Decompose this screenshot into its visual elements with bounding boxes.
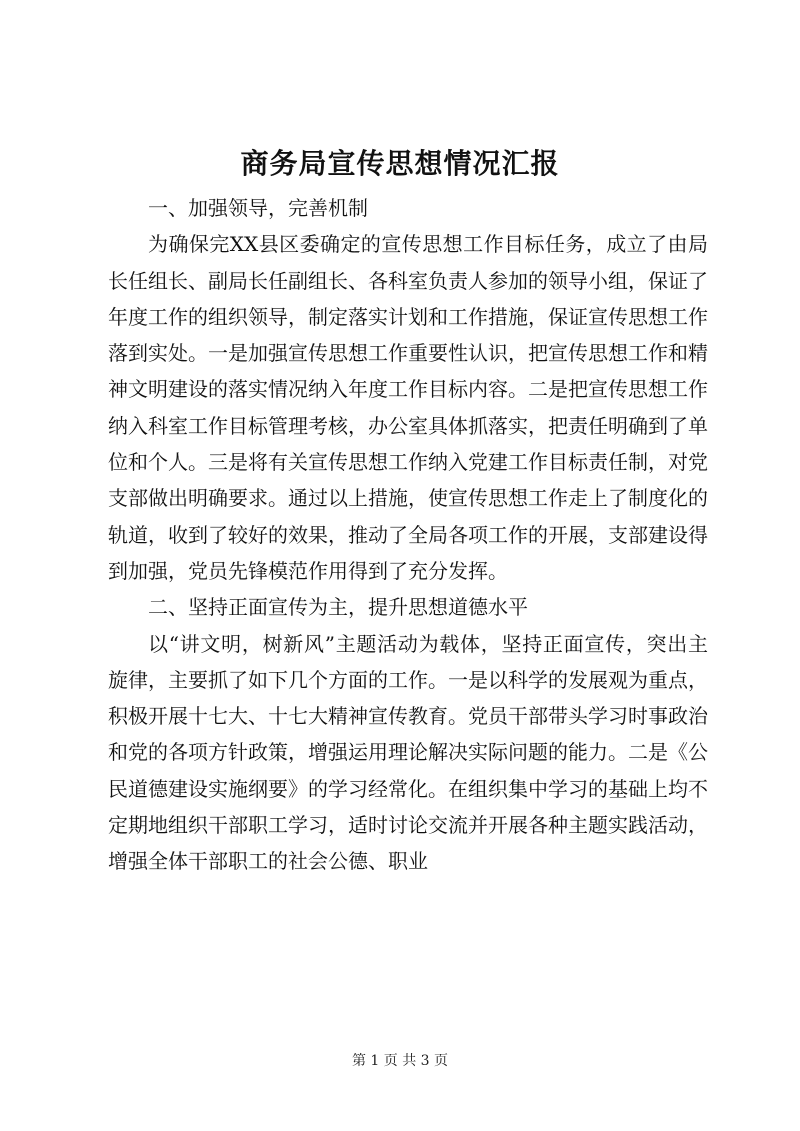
section-2-paragraph: 以“讲文明，树新风”主题活动为载体，坚持正面宣传，突出主旋律，主要抓了如下几个方面的工作。一是以科学的发展观为重点，积极开展十七大、十七大精神宣传教育。党员干部带头学习时事政治和党的各项方针政策，增强运用理论解决实际问题的能力。二是《公民道德建设实施纲要》的学习经常化。在组织集中学习的基础上均不定期地组织干部职工学习，适时讨论交流并开展各种主题实践活动，增强全体干部职工的社会公德、职业 <box>108 631 708 874</box>
document-title: 商务局宣传思想情况汇报 <box>240 147 560 180</box>
document-body <box>108 190 708 880</box>
section-1-heading: 一、加强领导，完善机制 <box>148 196 368 220</box>
page-footer: 第 1 页 共 3 页 <box>351 1053 449 1069</box>
section-1-paragraph: 为确保完XX县区委确定的宣传思想工作目标任务，成立了由局长任组长、副局长任副组长、各科室负责人参加的领导小组，保证了年度工作的组织领导，制定落实计划和工作措施，保证宣传思想工作落到实处。一是加强宣传思想工作重要性认识，把宣传思想工作和精神文明建设的落实情况纳入年度工作目标内容。二是把宣传思想工作纳入科室工作目标管理考核，办公室具体抓落实，把责任明确到了单位和个人。三是将有关宣传思想工作纳入党建工作目标责任制，对党支部做出明确要求。通过以上措施，使宣传思想工作走上了制度化的轨道，收到了较好的效果，推动了全局各项工作的开展，支部建设得到加强，党员先锋模范作用得到了充分发挥。 <box>108 232 708 583</box>
section-2-heading: 二、坚持正面宣传为主，提升思想道德水平 <box>148 595 528 620</box>
